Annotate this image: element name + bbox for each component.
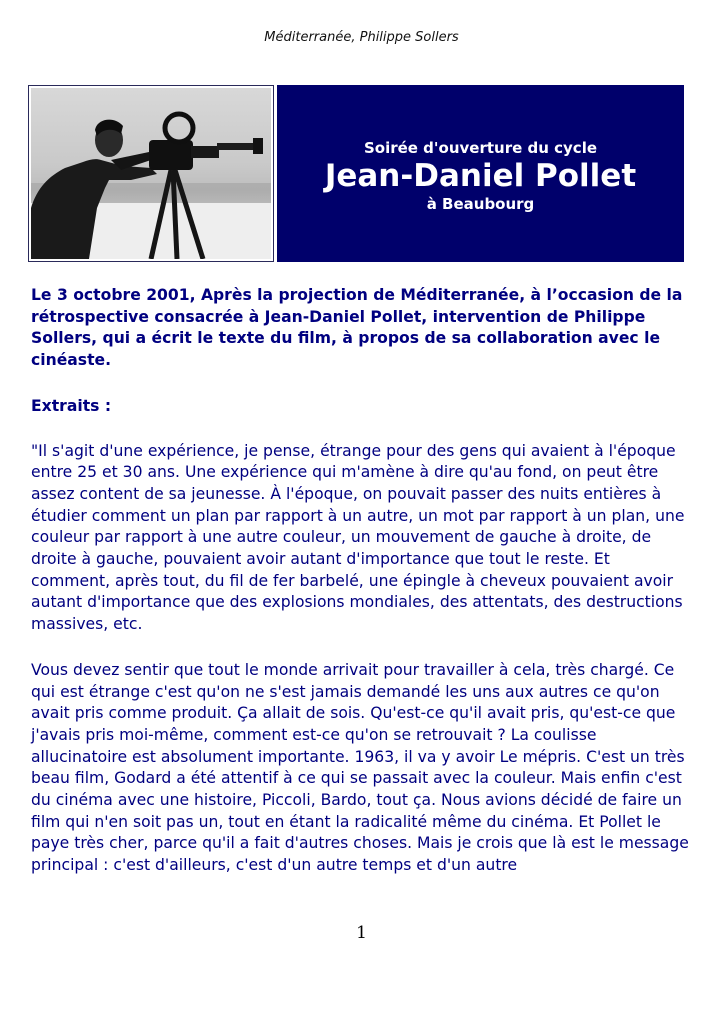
running-head: Méditerranée, Philippe Sollers [264,30,459,45]
banner [28,85,684,262]
title-panel [277,85,684,262]
section-heading: Extraits : [31,396,112,415]
paragraph: "Il s'agit d'une expérience, je pense, étrange pour des gens qui avaient à l'époque entre 25 et 30 ans. Une expérience qui m'amène à dire qu'au fond, on peut être assez content de sa jeunesse. À l'époque, on pouvait passer des nuits entières à étudier comment un plan par rapport à un autre, un mot par rapport à un plan, une couleur par rapport à une autre couleur, un mouvement de gauche à droite, de droite à gauche, pouvaient avoir autant d'importance que tout le reste. Et comment, après tout, du fil de fer barbelé, une épingle à cheveux pouvaient avoir autant d'importance que des explosions mondiales, des attentats, des destructions massives, etc. [31,441,685,634]
banner-title: Jean-Daniel Pollet [324,157,637,194]
photo-frame [28,85,274,262]
filmmaker-with-camera-photo [31,88,271,259]
article-body [31,285,691,901]
banner-subtitle: à Beaubourg [426,194,535,213]
paragraph: Vous devez sentir que tout le monde arrivait pour travailler à cela, très chargé. Ce qui est étrange c'est qu'on ne s'est jamais demandé les uns aux autres ce qu'on avait pris comme produit. Ça allait de sois. Qu'est-ce qu'il avait pris, qu'est-ce que j'avais pris moi-même, comment est-ce qu'on se retrouvait ? La coulisse allucinatoire est absolument importante. 1963, il va y avoir Le mépris. C'est un très beau film, Godard a été attentif à ce qui se passait avec la couleur. Mais enfin c'est du cinéma avec une histoire, Piccoli, Bardo, tout ça. Nous avions décidé de faire un film qui n'en soit pas un, tout en étant la radicalité même du cinéma. Et Pollet le paye très cher, parce qu'il a fait d'autres choses. Mais je crois que là est le message principal : c'est d'ailleurs, c'est d'un autre temps et d'un autre [31,660,689,875]
banner-kicker: Soirée d'ouverture du cycle [363,138,598,157]
lead-paragraph: Le 3 octobre 2001, Après la projection de Méditerranée, à l’occasion de la rétrospective consacrée à Jean-Daniel Pollet, intervention de Philippe Sollers, qui a écrit le texte du film, à propos de sa collaboration avec le cinéaste. [31,286,683,370]
page-number: 1 [356,923,367,943]
camera-operator-illustration [31,88,271,259]
